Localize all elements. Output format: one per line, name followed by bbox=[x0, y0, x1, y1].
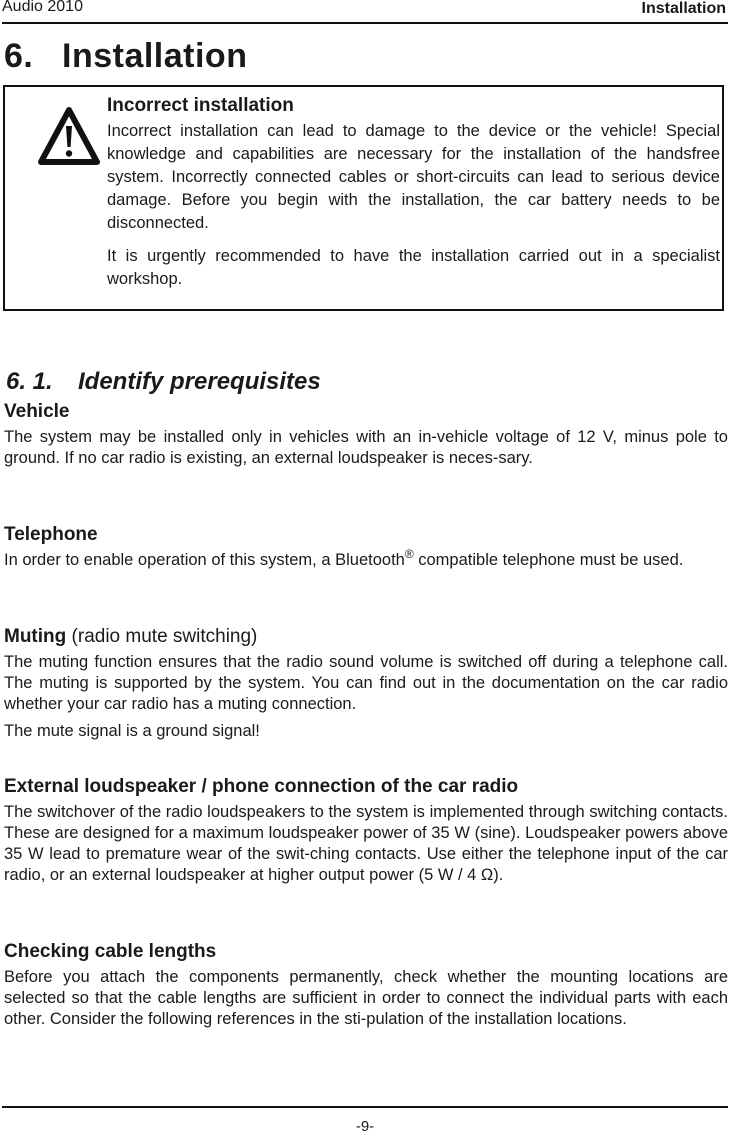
footer-rule bbox=[2, 1106, 728, 1108]
warning-title: Incorrect installation bbox=[107, 95, 294, 116]
external-speaker-text: The switchover of the radio loudspeakers to the system is implemented through switching contacts. These are designed for a maximum loudspeaker power of 35 W (sine). Loudspeaker powers above 35 W lead to premature wear of the swit-ching contacts. Use either the telephone input of the car radio, or an external loudspeaker at higher output power (5 W / 4 Ω). bbox=[4, 803, 728, 884]
header-product-name: Audio 2010 bbox=[2, 0, 83, 15]
telephone-text bbox=[4, 547, 728, 571]
warning-box bbox=[3, 85, 724, 311]
section-title: Identify prerequisites bbox=[78, 368, 321, 395]
muting-heading bbox=[4, 626, 728, 648]
warning-paragraph-2: It is urgently recommended to have the installation carried out in a specialist workshop. bbox=[107, 247, 720, 288]
muting-title: Muting bbox=[4, 626, 67, 647]
warning-triangle-icon bbox=[38, 106, 100, 166]
telephone-title: Telephone bbox=[4, 524, 98, 545]
registered-mark: ® bbox=[404, 547, 414, 561]
warning-body bbox=[107, 120, 720, 291]
muting-subtitle: (radio mute switching) bbox=[66, 626, 258, 647]
section-heading bbox=[6, 368, 321, 396]
chapter-heading bbox=[4, 37, 247, 76]
cable-length-text: Before you attach the components permanently, check whether the mounting locations are selected so that the cable lengths are sufficient in order to connect the individual parts with each other. Consider the following references in the sti-pulation of the installation locations. bbox=[4, 968, 728, 1028]
telephone-text-start: In order to enable operation of this system, a Bluetooth bbox=[4, 551, 405, 569]
muting-block bbox=[4, 626, 728, 742]
vehicle-text: The system may be installed only in vehicles with an in-vehicle voltage of 12 V, minus pole to ground. If no car radio is existing, an external loudspeaker is neces-sary. bbox=[4, 428, 728, 467]
header-section-name: Installation bbox=[641, 0, 726, 17]
cable-length-title: Checking cable lengths bbox=[4, 941, 217, 962]
telephone-text-end: compatible telephone must be used. bbox=[413, 551, 684, 569]
muting-text-1: The muting function ensures that the radio sound volume is switched off during a telephone call. The muting is supported by the system. You can find out in the documentation on the car radio whether your car radio has a muting connection. bbox=[4, 653, 728, 713]
chapter-title: Installation bbox=[62, 37, 248, 75]
page-number: -9- bbox=[355, 1118, 375, 1135]
cable-length-block bbox=[4, 941, 728, 1030]
external-speaker-title: External loudspeaker / phone connection of the car radio bbox=[4, 776, 519, 797]
warning-content bbox=[107, 95, 720, 291]
external-speaker-block bbox=[4, 776, 728, 886]
vehicle-block bbox=[4, 401, 728, 469]
muting-text-2: The mute signal is a ground signal! bbox=[4, 722, 260, 740]
warning-paragraph-1: Incorrect installation can lead to damage to the device or the vehicle! Special knowledge and capabilities are necessary for the installation of the handsfree system. Incorrectly connected cables or short-circuits can lead to serious device damage. Before you begin with the installation, the car battery needs to be disconnected. bbox=[107, 122, 720, 232]
chapter-number: 6. bbox=[4, 37, 34, 75]
header-rule bbox=[2, 22, 728, 24]
vehicle-title: Vehicle bbox=[4, 401, 70, 422]
telephone-block bbox=[4, 524, 728, 571]
section-number: 6. 1. bbox=[6, 368, 53, 395]
